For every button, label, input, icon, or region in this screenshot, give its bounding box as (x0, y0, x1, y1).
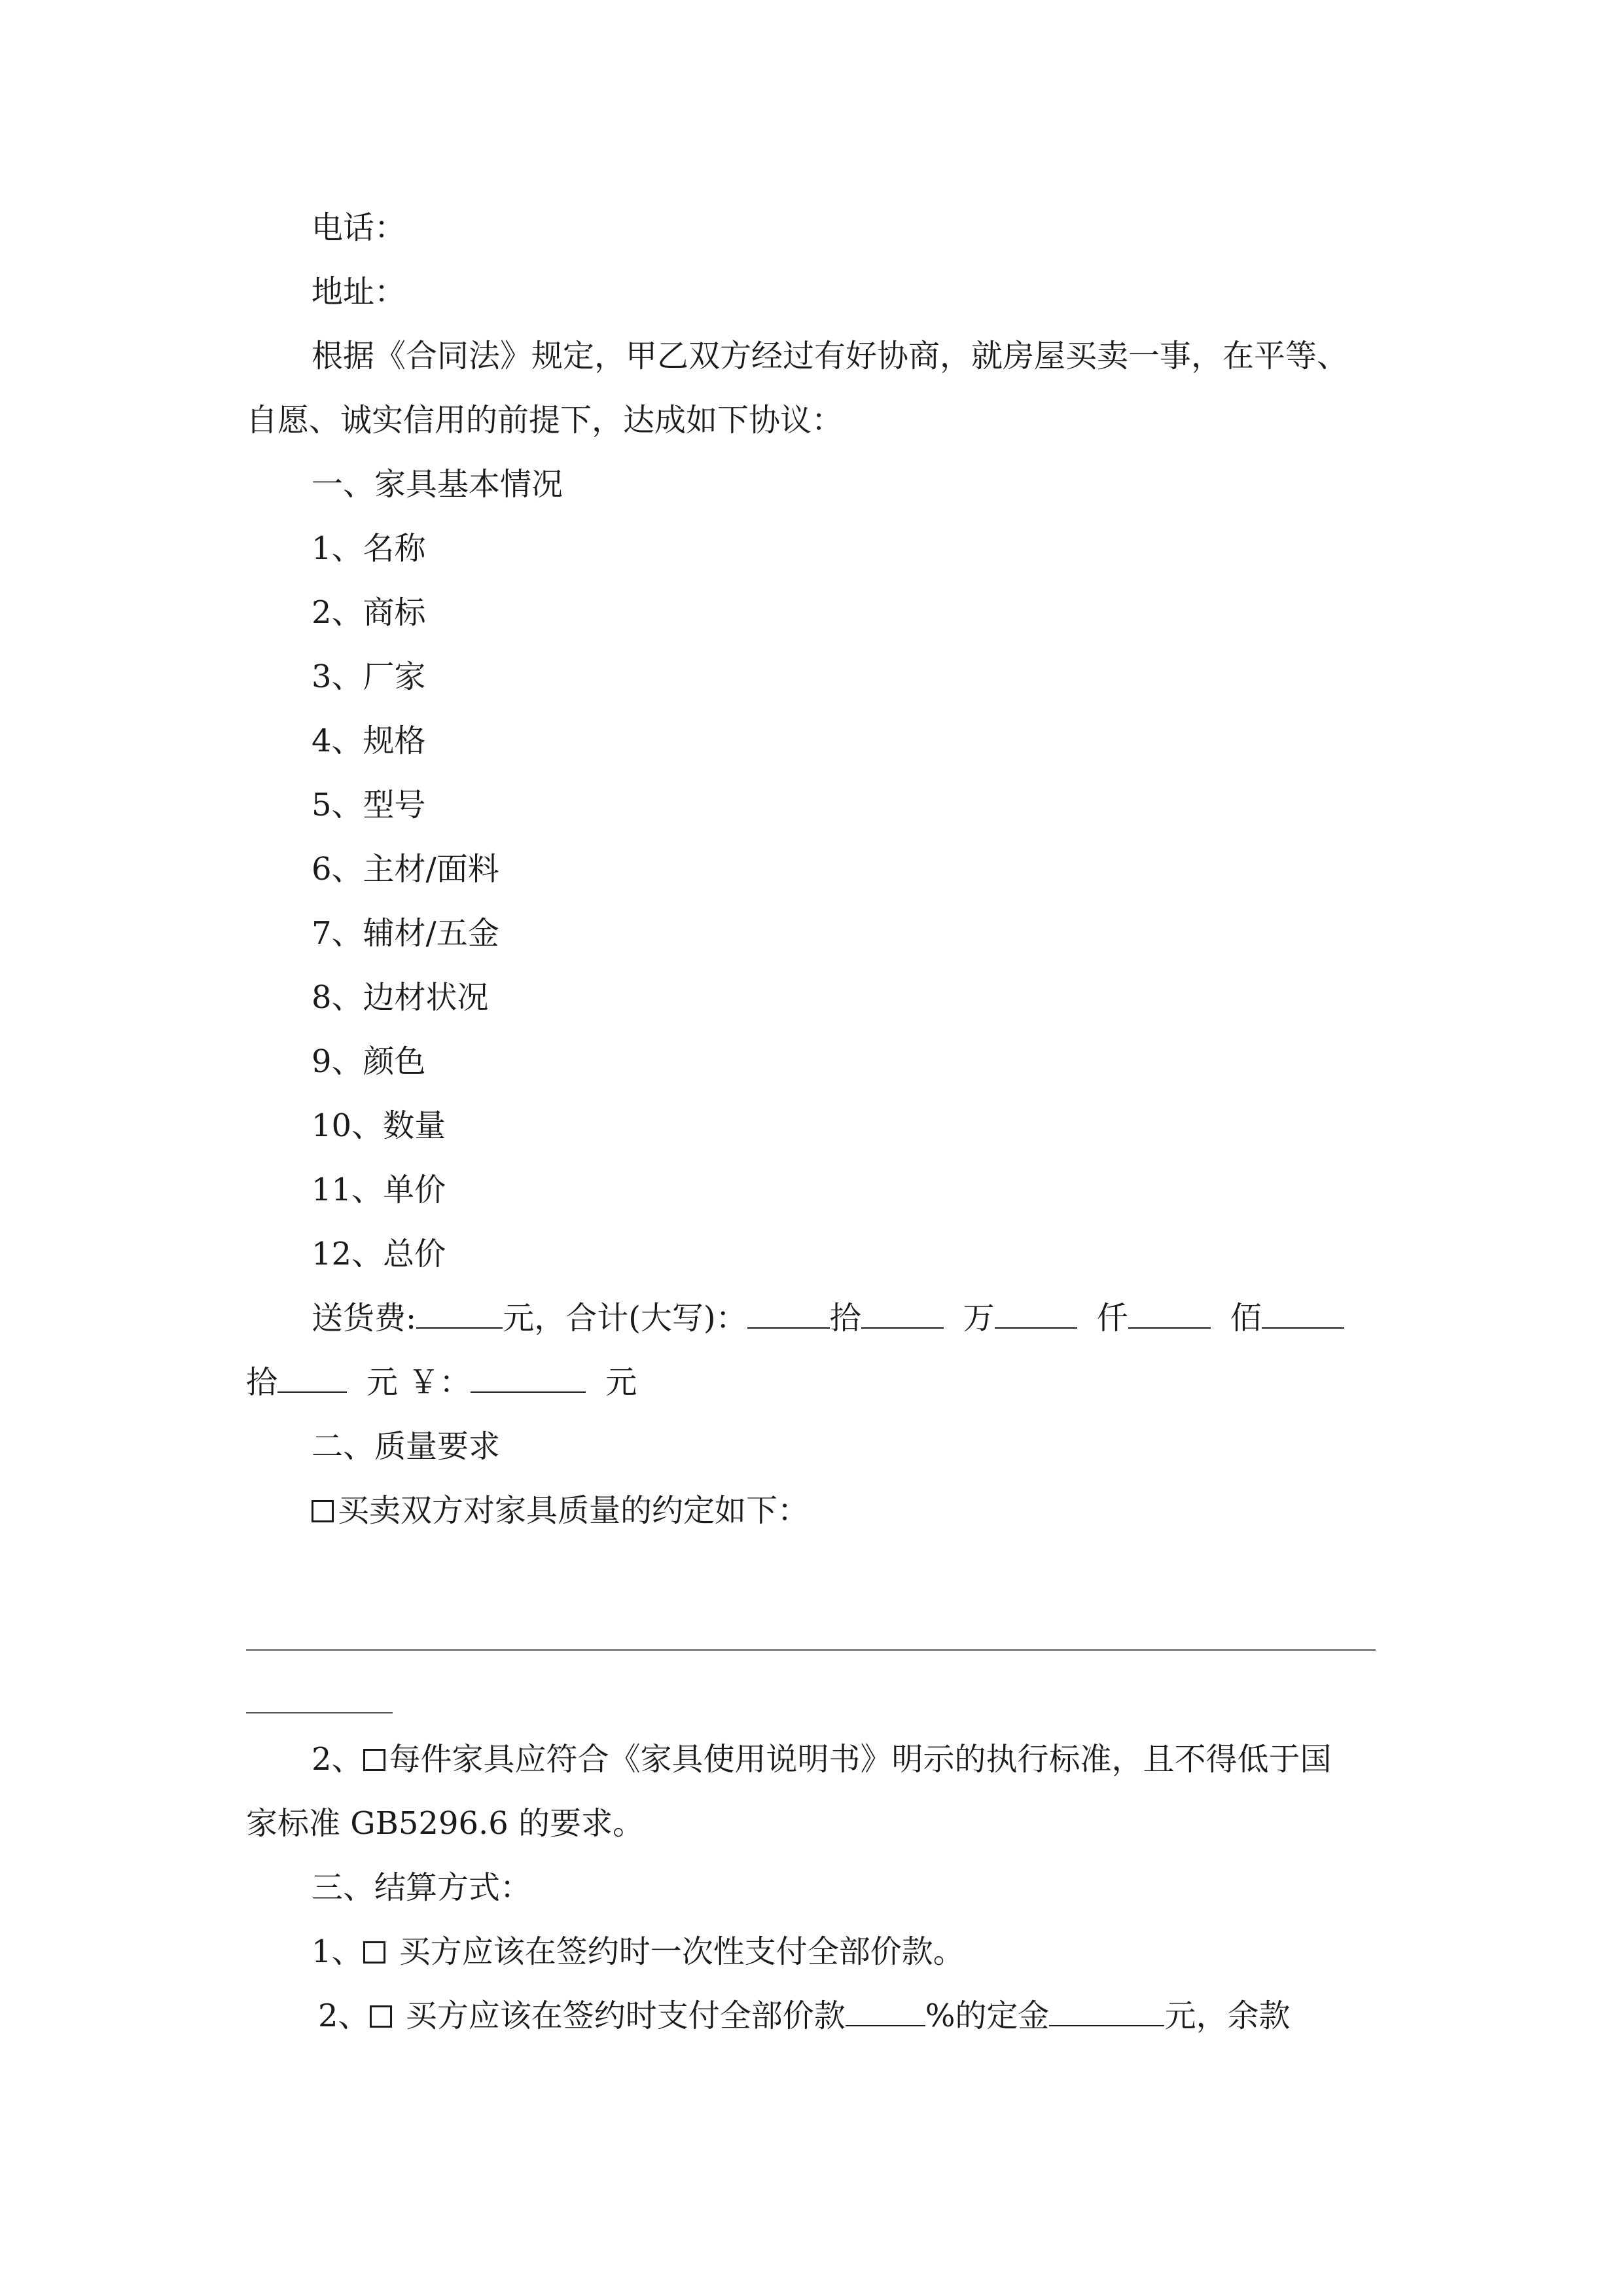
checkbox[interactable] (312, 1500, 334, 1522)
payment-option-2 (318, 1996, 1290, 2036)
unit-wan: 万 (963, 1300, 995, 1336)
payment-option-2-number: 2、 (318, 1998, 370, 2034)
list-item: 11、单价 (312, 1172, 446, 1208)
list-item: 5、型号 (312, 787, 426, 823)
delivery-total-label: 元，合计(大写)： (503, 1300, 747, 1336)
amount-blank[interactable] (1262, 1299, 1344, 1329)
checkbox[interactable] (363, 1749, 385, 1771)
list-item: 3、厂家 (312, 658, 426, 695)
payment-option-1 (312, 1932, 965, 1971)
quality-item-1 (312, 1491, 809, 1530)
phone-label: 电话： (312, 209, 406, 246)
deposit-amount-blank[interactable] (1049, 1996, 1164, 2026)
list-item: 8、边材状况 (312, 979, 489, 1016)
unit-bai: 佰 (1230, 1300, 1262, 1336)
list-item: 4、规格 (312, 723, 426, 759)
intro-paragraph-line-2: 自愿、诚实信用的前提下，达成如下协议： (246, 402, 844, 439)
list-item: 12、总价 (312, 1236, 446, 1272)
delivery-fee-line-cont (246, 1363, 637, 1402)
quality-item-2 (312, 1740, 1332, 1779)
section-heading-quality: 二、质量要求 (312, 1428, 501, 1465)
amount-blank[interactable] (277, 1363, 347, 1393)
checkbox[interactable] (370, 2005, 392, 2028)
list-item: 9、颜色 (312, 1043, 426, 1080)
payment-option-2-text: %的定金 (925, 1998, 1050, 2034)
fill-in-line[interactable] (246, 1712, 393, 1713)
unit-shi: 拾 (829, 1300, 861, 1336)
delivery-fee-label: 送货费: (312, 1300, 417, 1336)
list-item: 1、名称 (312, 530, 426, 567)
amount-blank[interactable] (861, 1299, 944, 1329)
intro-paragraph-line-1: 根据《合同法》规定，甲乙双方经过有好协商，就房屋买卖一事，在平等、 (312, 338, 1349, 374)
fill-in-line[interactable] (246, 1649, 1376, 1651)
section-heading-furniture: 一、家具基本情况 (312, 466, 563, 503)
deposit-percent-blank[interactable] (846, 1996, 925, 2026)
quality-item-2-cont: 家标准 GB5296.6 的要求。 (246, 1805, 645, 1842)
list-item: 10、数量 (312, 1107, 446, 1144)
unit-yuan-symbol: 元 ￥： (366, 1364, 471, 1401)
address-label: 地址： (312, 274, 406, 310)
amount-blank[interactable] (747, 1299, 830, 1329)
payment-option-1-text: 买方应该在签约时一次性支付全部价款。 (389, 1933, 965, 1970)
quality-item-2-number: 2、 (312, 1741, 363, 1778)
amount-blank[interactable] (471, 1363, 586, 1393)
amount-blank[interactable] (1128, 1299, 1211, 1329)
unit-shi: 拾 (246, 1364, 278, 1401)
list-item: 6、主材/面料 (312, 851, 499, 888)
section-heading-settlement: 三、结算方式： (312, 1869, 532, 1906)
delivery-fee-line (312, 1299, 1344, 1338)
list-item: 7、辅材/五金 (312, 915, 499, 952)
quality-item-1-text: 买卖双方对家具质量的约定如下： (338, 1492, 810, 1529)
payment-option-2-text: 元，余款 (1164, 1998, 1291, 2034)
delivery-fee-blank[interactable] (416, 1299, 503, 1329)
amount-blank[interactable] (995, 1299, 1077, 1329)
checkbox[interactable] (363, 1941, 385, 1964)
payment-option-1-number: 1、 (312, 1933, 363, 1970)
list-item: 2、商标 (312, 594, 426, 631)
unit-yuan: 元 (605, 1364, 637, 1401)
quality-item-2-text: 每件家具应符合《家具使用说明书》明示的执行标准，且不得低于国 (389, 1741, 1332, 1778)
unit-qian: 仟 (1096, 1300, 1128, 1336)
payment-option-2-text: 买方应该在签约时支付全部价款 (395, 1998, 846, 2034)
